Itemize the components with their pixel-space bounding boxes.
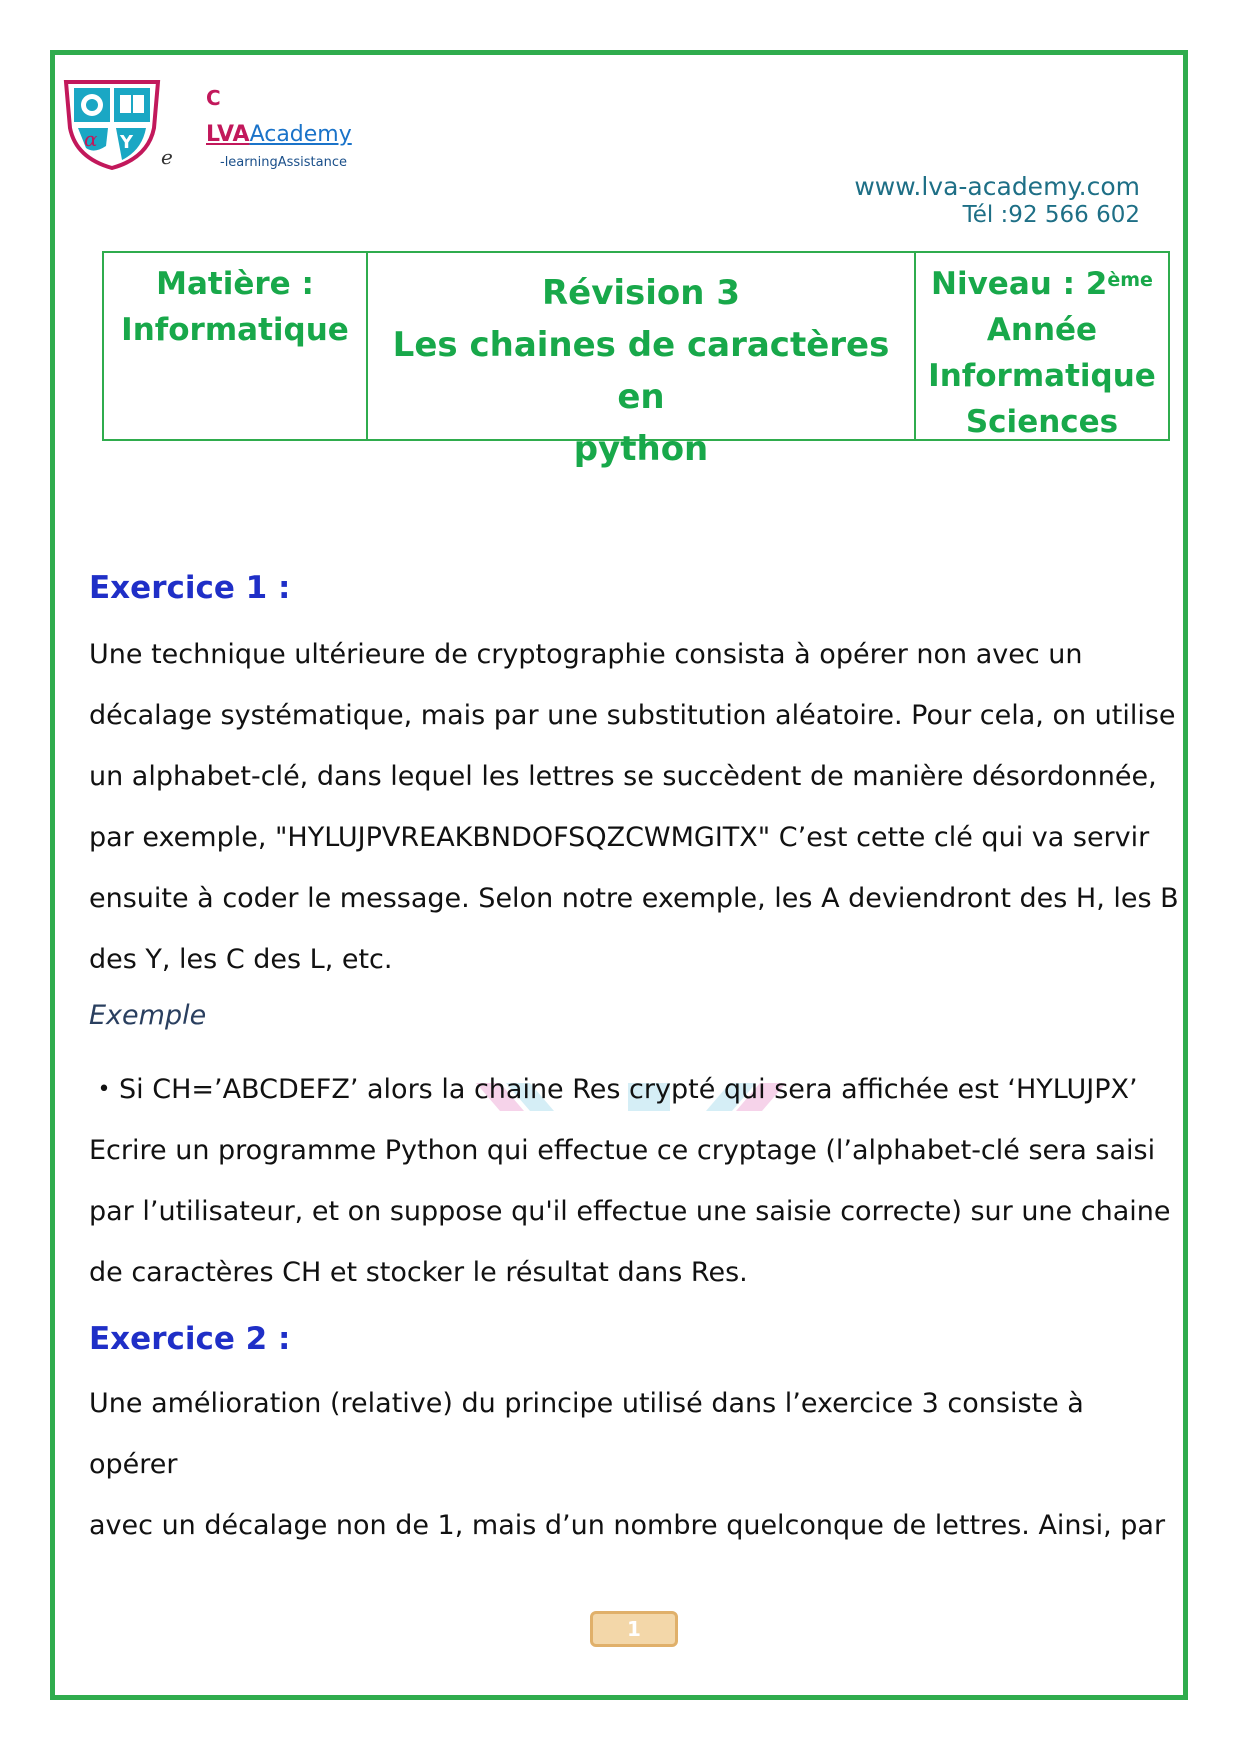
svg-text:α: α <box>84 127 98 151</box>
lva-academy-logo <box>60 78 164 170</box>
example-bullet-text: Si CH=’ABCDEFZ’ alors la chaine Res crypté qui sera affichée est ‘HYLUJPX’ <box>119 1074 1138 1105</box>
header-table <box>102 251 1170 469</box>
brand-lva: LVA <box>206 122 250 147</box>
exercise-1-title: Exercice 1 : <box>89 570 291 606</box>
example-label: Exemple <box>89 1000 207 1031</box>
exercise-1-instruction: de caractères CH et stocker le résultat dans Res. <box>89 1257 748 1288</box>
exercise-2-line: avec un décalage non de 1, mais d’un nombre quelconque de lettres. Ainsi, par <box>89 1510 1166 1541</box>
exercise-1-line: ensuite à coder le message. Selon notre exemple, les A deviendront des H, les B <box>89 883 1179 914</box>
brand-name[interactable] <box>206 122 352 147</box>
title-cell <box>368 253 916 469</box>
exercise-1-instruction: Ecrire un programme Python qui effectue ce cryptage (l’alphabet-clé sera saisi <box>89 1135 1156 1166</box>
level-section-2: Sciences <box>965 404 1119 440</box>
revision-title: Révision 3 <box>541 273 740 313</box>
exercise-2-line: Une amélioration (relative) du principe utilisé dans l’exercice 3 consiste à opérer <box>89 1388 1084 1480</box>
website-link[interactable]: www.lva-academy.com <box>854 172 1140 201</box>
topic-line-2: python <box>573 429 709 469</box>
topic-line-1: Les chaines de caractères en <box>392 325 890 417</box>
phone-number: Tél :92 566 602 <box>962 202 1140 228</box>
level-label <box>916 261 1168 307</box>
brand-subtitle: -learningAssistance <box>220 155 347 170</box>
level-section-1: Informatique <box>928 358 1156 394</box>
level-superscript: ème <box>1107 269 1153 291</box>
level-cell <box>916 253 1168 439</box>
brand-letter-c: C <box>206 86 221 110</box>
exercise-1-line: un alphabet-clé, dans lequel les lettres se succèdent de manière désordonnée, <box>89 761 1157 792</box>
page-number: 1 <box>590 1611 678 1647</box>
bullet-icon: • <box>97 1077 111 1102</box>
level-year: Année <box>986 312 1098 348</box>
exercise-1-line: décalage systématique, mais par une substitution aléatoire. Pour cela, on utilise <box>89 700 1176 731</box>
logo-letter-e: e <box>161 145 173 169</box>
subject-cell <box>104 253 368 439</box>
subject-label: Matière : <box>156 266 314 302</box>
document-body <box>89 570 1179 1556</box>
exercise-2-title: Exercice 2 : <box>89 1321 291 1357</box>
svg-text:Y: Y <box>120 132 134 153</box>
exercise-1-line: par exemple, "HYLUJPVREAKBNDOFSQZCWMGITX" C’est cette clé qui va servir <box>89 822 1150 853</box>
example-bullet <box>89 1059 1179 1120</box>
exercise-1-instruction: par l’utilisateur, et on suppose qu'il effectue une saisie correcte) sur une chaine <box>89 1196 1171 1227</box>
brand-academy: Academy <box>249 122 352 147</box>
level-prefix: Niveau : 2 <box>931 266 1108 302</box>
subject-value: Informatique <box>121 312 349 348</box>
exercise-1-line: Une technique ultérieure de cryptographie consista à opérer non avec un <box>89 639 1083 670</box>
exercise-1-line: des Y, les C des L, etc. <box>89 944 393 975</box>
